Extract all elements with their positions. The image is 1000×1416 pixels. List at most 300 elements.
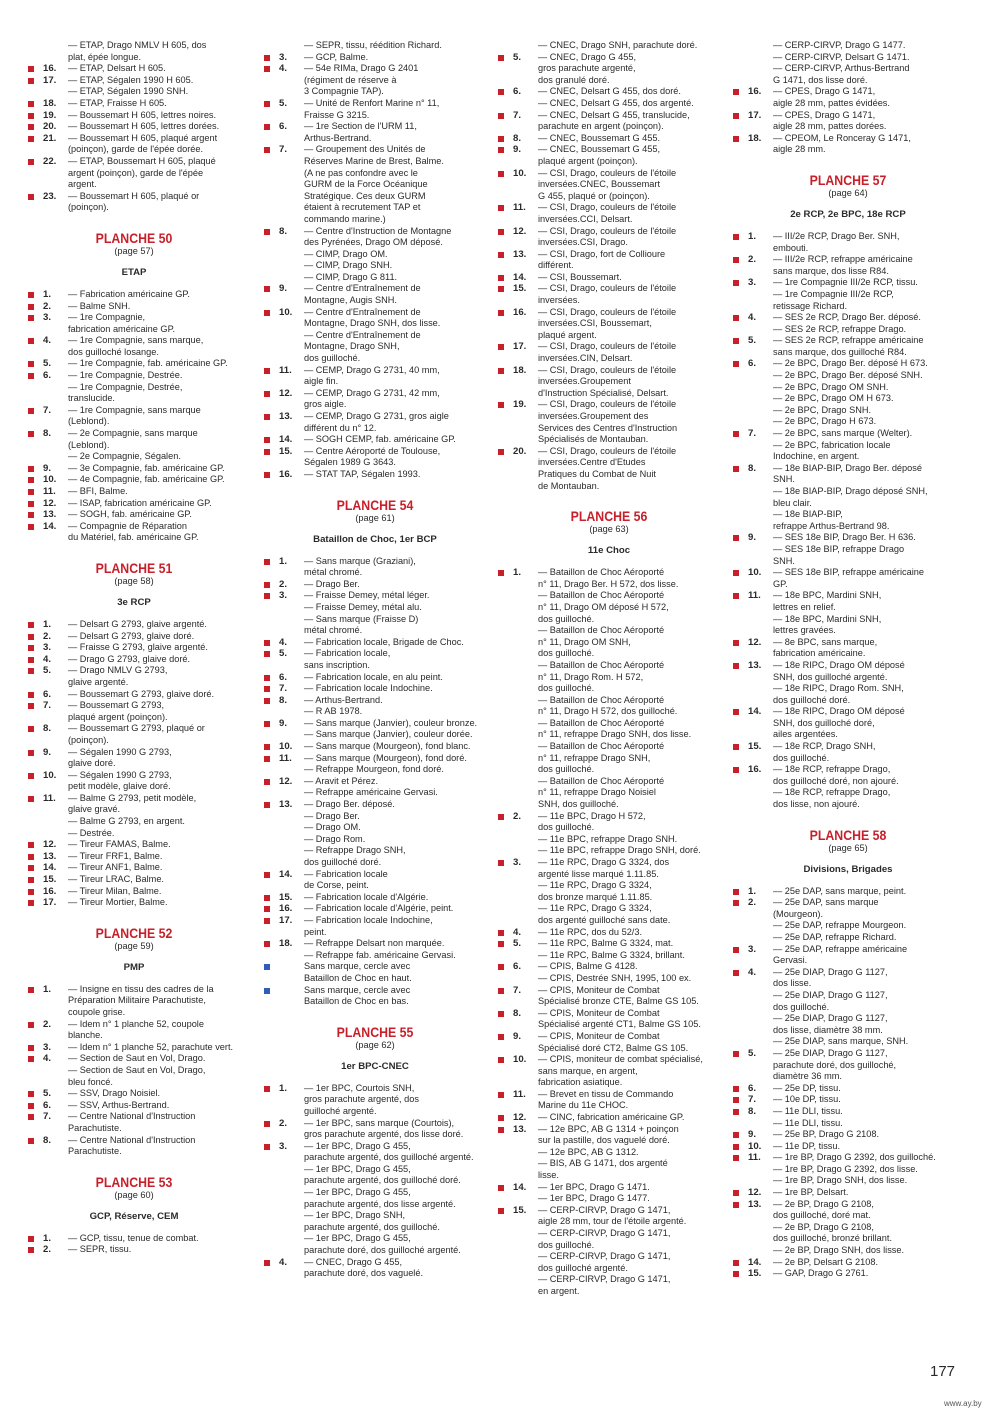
item-number: 17. xyxy=(513,341,527,353)
item-number: 12. xyxy=(43,839,57,851)
list-item xyxy=(28,723,240,746)
list-item xyxy=(28,312,240,335)
item-number: 15. xyxy=(513,283,527,295)
item-description: — Fabrication locale d'Algérie. xyxy=(304,891,429,902)
item-number: 5. xyxy=(43,358,52,370)
item-number: 10. xyxy=(513,1054,527,1066)
list-item xyxy=(264,985,486,1008)
item-description: — 1re Compagnie III/2e RCP, tissu. — 1re Compagnie III/2e RCP, retissage Richard. xyxy=(773,277,918,311)
list-item xyxy=(264,52,486,64)
list-item xyxy=(498,1182,720,1205)
list-item xyxy=(733,277,963,312)
planche-title: PLANCHE 55 xyxy=(336,1023,414,1040)
list-item xyxy=(264,695,486,718)
item-description: — CSI, Drago, couleurs de l'étoile inversées.CIN, Delsart. xyxy=(538,341,677,364)
item-number: 2. xyxy=(43,300,52,312)
item-number: 15. xyxy=(279,445,293,457)
planche-page-ref: (page 60) xyxy=(114,1189,154,1200)
item-number: 15. xyxy=(513,1204,527,1216)
list-item xyxy=(28,428,240,463)
item-description: — Drago Ber. xyxy=(304,578,360,589)
item-number: 17. xyxy=(748,109,762,121)
list-item xyxy=(264,741,486,753)
item-number: 6. xyxy=(279,671,288,683)
item-description: Sans marque, cercle avec Bataillon de Choc en bas. xyxy=(304,984,411,1007)
list-item xyxy=(733,637,963,660)
list-item xyxy=(28,700,240,723)
item-description: — CNEC, Delsart G 455, dos argenté. xyxy=(538,97,694,108)
item-description: — Idem n° 1 planche 52, coupole blanche. xyxy=(68,1018,204,1041)
list-item xyxy=(28,1019,240,1042)
list-item xyxy=(28,851,240,863)
planche-title: PLANCHE 56 xyxy=(570,508,648,525)
item-description: — Groupement des Unités de Réserves Marine de Brest, Balme. (A ne pas confondre avec le GURM de la Force Océanique Stratégique. Ces deux GURM étaient à recrutement TAP et commando marine.) xyxy=(304,144,444,224)
list-item xyxy=(264,672,486,684)
item-description: — Ségalen 1990 G 2793, glaive doré. xyxy=(68,746,172,769)
list-item xyxy=(733,660,963,706)
item-description: — Unité de Renfort Marine n° 11, Fraisse G 3215. xyxy=(304,97,440,120)
item-description: — CPES, Drago G 1471, aigle 28 mm, pattes évidées. xyxy=(773,86,890,108)
item-number: 12. xyxy=(279,387,293,399)
list-item xyxy=(264,799,486,869)
item-number: 2. xyxy=(43,630,52,642)
list-item xyxy=(498,52,720,87)
item-description: — 1er BPC, Drago G 455, parachute argenté, dos guilloché argenté. — 1er BPC, Drago G 455, parachute argenté, dos guilloché doré. — 1er BPC, Drago G 455, parachute argenté, dos lisse argenté. — 1er BPC, Drago SNH, parachute argenté, dos guilloché. — 1er BPC, Drago G 455, parachute doré, dos guilloché argenté. xyxy=(304,1140,474,1256)
list-item xyxy=(28,1233,240,1245)
list-item xyxy=(264,961,486,984)
list-item xyxy=(498,86,720,98)
item-number: 16. xyxy=(279,468,293,480)
item-number: 4. xyxy=(43,335,52,347)
item-number: 15. xyxy=(43,874,57,886)
item-description: — Centre d'Entraînement de Montagne, Drago SNH, dos lisse. — Centre d'Entraînement de Montagne, Drago SNH, dos guilloché. xyxy=(304,306,441,364)
item-description: — Centre Aéroporté de Toulouse, Ségalen 1989 G 3643. xyxy=(304,445,441,468)
item-number: 6. xyxy=(279,121,288,133)
item-description: — 10e DP, tissu. xyxy=(773,1094,841,1105)
item-number: 1. xyxy=(748,230,757,242)
item-number: 22. xyxy=(43,155,57,167)
item-description: — 11e DP, tissu. xyxy=(773,1140,841,1151)
list-item xyxy=(28,75,240,98)
item-number: 9. xyxy=(748,532,757,544)
item-description: — 2e BPC, sans marque (Welter). — 2e BPC, fabrication locale Indochine, en argent. xyxy=(773,428,913,462)
item-description: — Drago Ber. déposé. — Drago Ber. — Drago OM. — Drago Rom. — Refrappe Drago SNH, dos guilloché doré. xyxy=(304,799,406,867)
list-item xyxy=(733,1118,963,1130)
list-item xyxy=(28,498,240,510)
item-description: — Boussemart H 605, lettres noires. xyxy=(68,109,217,120)
list-item xyxy=(498,365,720,400)
item-number: 2. xyxy=(748,254,757,266)
item-description: — CNEC, Drago SNH, parachute doré. xyxy=(538,40,698,50)
item-number: 10. xyxy=(748,1140,762,1152)
list-item xyxy=(28,98,240,110)
item-number: 9. xyxy=(43,746,52,758)
item-description: — 8e BPC, sans marque, fabrication américaine. xyxy=(773,636,878,659)
list-item xyxy=(264,63,486,98)
item-description: — Fabrication locale de Corse, peint. xyxy=(304,868,388,891)
item-number: 18. xyxy=(279,938,293,950)
item-description: — Drago NMLV G 2793, glaive argenté. xyxy=(68,665,168,687)
item-number: 6. xyxy=(43,688,52,700)
item-description: — 18e RCP, refrappe Drago, dos guilloché doré, non ajouré. — 18e RCP, refrappe Drago, dos lisse, non ajouré. xyxy=(773,764,899,810)
list-item xyxy=(264,892,486,904)
item-number: 6. xyxy=(513,86,522,98)
list-item xyxy=(733,231,963,254)
item-description: — Centre d'Entraînement de Montagne, Augis SNH. xyxy=(304,283,421,306)
item-description: — 25e BP, Drago G 2108. xyxy=(773,1129,880,1140)
item-number: 12. xyxy=(748,1187,762,1199)
item-description: — 1er BPC, Courtois SNH, gros parachute argenté, dos guilloché argenté. xyxy=(304,1082,419,1116)
list-item xyxy=(264,915,486,938)
item-description: — Arthus-Bertrand. — R AB 1978. xyxy=(304,694,383,717)
list-item xyxy=(28,631,240,643)
list-item xyxy=(264,144,486,225)
bullet-square-icon xyxy=(264,988,270,994)
item-description: — 12e BPC, AB G 1314 + poinçon sur la pastille, dos vaguelé doré. — 12e BPC, AB G 1312. — BIS, AB G 1471, dos argenté lisse. xyxy=(538,1123,679,1181)
item-number: 5. xyxy=(43,665,52,677)
planche-page-ref: (page 62) xyxy=(355,1039,395,1050)
bullet-square-icon xyxy=(733,1121,739,1127)
planche-subtitle: 11e Choc xyxy=(587,545,631,557)
page-number: 177 xyxy=(930,1363,956,1380)
item-number: 8. xyxy=(513,132,522,144)
planche-title: PLANCHE 58 xyxy=(809,826,887,843)
item-description: — 18e RCP, Drago SNH, dos guilloché. xyxy=(773,741,876,763)
item-number: 7. xyxy=(43,700,52,712)
planche-title: PLANCHE 54 xyxy=(336,496,414,513)
list-item xyxy=(498,1124,720,1182)
list-item xyxy=(28,747,240,770)
item-number: 5. xyxy=(748,1047,757,1059)
list-item xyxy=(28,405,240,428)
item-number: 3. xyxy=(279,1140,288,1152)
list-item xyxy=(733,944,963,967)
item-description: — Brevet en tissu de Commando Marine du 11e CHOC. xyxy=(538,1088,674,1111)
item-description: — 25e DAP, sans marque, peint. xyxy=(773,885,907,896)
planche-title: PLANCHE 50 xyxy=(95,229,173,246)
list-item xyxy=(733,706,963,741)
list-item xyxy=(264,556,486,579)
list-item xyxy=(28,358,240,370)
item-number: 6. xyxy=(513,961,522,973)
item-description: — CERP-CIRVP, Drago G 1471, aigle 28 mm, tour de l'étoile argenté. — CERP-CIRVP, Drago G 1471, dos guilloché. — CERP-CIRVP, Drago G 1471, dos guilloché argenté. — CERP-CIRVP, Drago G 1471, en argent. xyxy=(538,1204,687,1296)
item-number: 8. xyxy=(279,225,288,237)
item-description: — 1re Compagnie, sans marque, dos guilloché losange. xyxy=(68,335,204,357)
list-item xyxy=(498,927,720,939)
list-item xyxy=(498,283,720,306)
item-number: 8. xyxy=(748,462,757,474)
item-description: — 1re Compagnie, fabrication américaine GP. xyxy=(68,312,176,334)
list-item xyxy=(733,1141,963,1153)
item-number: 16. xyxy=(43,885,57,897)
item-description: — Bataillon de Choc Aéroporté n° 11, Drago Ber. H 572, dos lisse. — Bataillon de Choc Aéroporté n° 11, Drago OM déposé H 572, dos guilloché. — Bataillon de Choc Aéroporté n° 11, Drago OM SNH, dos guilloché. — Bataillon de Choc Aéroporté n° 11, Drago Rom. H 572, dos guilloché. — Bataillon de Choc Aéroporté n° 11, Drago H 572, dos guilloché. — Bataillon de Choc Aéroporté n° 11, refrappe Drago SNH, dos lisse. — Bataillon de Choc Aéroporté n° 11, refrappe Drago SNH, dos guilloché. — Bataillon de Choc Aéroporté n° 11, refrappe Drago Noisiel SNH, dos guilloché. xyxy=(538,567,692,810)
item-description: — SSV, Drago Noisiel. xyxy=(68,1088,161,1099)
item-number: 13. xyxy=(748,1198,762,1210)
item-description: — Tireur FAMAS, Balme. xyxy=(68,839,171,850)
planche-title: PLANCHE 52 xyxy=(95,924,173,941)
item-description: — Refrappe Delsart non marquée. — Refrappe fab. américaine Gervasi. xyxy=(304,938,456,960)
list-item xyxy=(498,144,720,167)
item-number: 1. xyxy=(279,1082,288,1094)
item-number: 18. xyxy=(748,132,762,144)
list-item xyxy=(733,1268,963,1280)
item-number: 3. xyxy=(279,51,288,63)
item-number: 7. xyxy=(43,404,52,416)
item-number: 6. xyxy=(748,1082,757,1094)
item-description: — CNEC, Delsart G 455, dos doré. xyxy=(538,86,681,97)
item-number: 1. xyxy=(43,618,52,630)
site-watermark: www.ay.by xyxy=(944,1399,982,1408)
item-description: — Boussemart G 2793, glaive doré. xyxy=(68,688,215,699)
list-item xyxy=(28,509,240,521)
list-item xyxy=(28,335,240,358)
item-description: — Fabrication locale, Brigade de Choc. xyxy=(304,636,464,647)
list-item xyxy=(498,307,720,342)
item-description: — SES 18e BIP, Drago Ber. H 636. — SES 18e BIP, refrappe Drago SNH. xyxy=(773,532,916,566)
item-description: — Sans marque (Mourgeon), fond blanc. xyxy=(304,741,471,752)
item-description: — CNEC, Delsart G 455, translucide, parachute en argent (poinçon). xyxy=(538,109,690,132)
item-description: — Boussemart H 605, plaqué argent (poinçon), garde de l'épée dorée. xyxy=(68,132,218,155)
item-number: 4. xyxy=(43,653,52,665)
item-description: — Centre d'Instruction de Montagne des Pyrénées, Drago OM déposé. — CIMP, Drago OM. — CIMP, Drago SNH. — CIMP, Drago G 811. xyxy=(304,225,452,282)
list-item xyxy=(28,984,240,1019)
item-number: 9. xyxy=(279,717,288,729)
item-number: 9. xyxy=(43,462,52,474)
list-item xyxy=(498,98,720,110)
column-1 xyxy=(28,40,240,1256)
item-number: 1. xyxy=(279,555,288,567)
list-item xyxy=(28,486,240,498)
item-number: 20. xyxy=(43,121,57,133)
item-description: — Sans marque (Mourgeon), fond doré. — Refrappe Mourgeon, fond doré. xyxy=(304,752,467,775)
list-item xyxy=(498,133,720,145)
item-description: — ETAP, Delsart H 605. xyxy=(68,63,166,74)
item-description: — CPIS, Moniteur de Combat Spécialisé argenté CT1, Balme GS 105. xyxy=(538,1007,701,1030)
list-item xyxy=(264,579,486,591)
item-description: — CSI, Drago, couleurs de l'étoile inversées.Groupement d'Instruction Spécialisé, Delsart. xyxy=(538,364,677,398)
item-number: 14. xyxy=(513,271,527,283)
item-description: — SES 2e RCP, Drago Ber. déposé. — SES 2e RCP, refrappe Drago. xyxy=(773,312,921,334)
list-item xyxy=(28,689,240,701)
item-description: — Compagnie de Réparation du Matériel, fab. américaine GP. xyxy=(68,520,199,543)
bullet-square-icon xyxy=(498,43,504,49)
list-item xyxy=(498,857,720,927)
item-description: — Fabrication locale d'Algérie, peint. xyxy=(304,903,454,914)
item-number: 8. xyxy=(279,694,288,706)
planche-page-ref: (page 63) xyxy=(589,524,629,535)
item-number: 14. xyxy=(43,520,57,532)
item-number: 15. xyxy=(279,891,293,903)
planche-page-ref: (page 58) xyxy=(114,575,154,586)
item-description: — CERP-CIRVP, Drago G 1477. — CERP-CIRVP, Delsart G 1471. — CERP-CIRVP, Arthus-Bertrand G 1471, dos lisse doré. xyxy=(773,40,910,85)
item-description: — CSI, Drago, couleurs de l'étoile inversées.CCI, Delsart. xyxy=(538,202,677,224)
item-description: — Fabrication locale, en alu peint. xyxy=(304,671,443,682)
item-number: 10. xyxy=(43,769,57,781)
item-number: 4. xyxy=(279,636,288,648)
item-description: — Fabrication locale Indochine. xyxy=(304,683,433,694)
list-item xyxy=(28,1111,240,1134)
item-number: 17. xyxy=(43,74,57,86)
planche-subtitle: ETAP xyxy=(121,266,147,278)
item-description: — 1re Compagnie, sans marque (Leblond). xyxy=(68,404,201,427)
list-item xyxy=(264,469,486,481)
item-number: 18. xyxy=(43,97,57,109)
list-item xyxy=(264,411,486,434)
list-item xyxy=(733,254,963,277)
planche-subtitle: 3e RCP xyxy=(117,596,151,608)
item-description: — SES 2e RCP, refrappe américaine sans marque, dos guilloché R84. xyxy=(773,335,924,357)
list-item xyxy=(264,1118,486,1141)
item-number: 18. xyxy=(513,364,527,376)
item-number: 14. xyxy=(748,1256,762,1268)
item-description: — 2e Compagnie, sans marque (Leblond). — 2e Compagnie, Ségalen. xyxy=(68,428,198,462)
list-item xyxy=(264,637,486,649)
item-description: — 1re BP, Drago G 2392, dos guilloché. — 1re BP, Drago G 2392, dos lisse. — 1re BP, Drago SNH, dos lisse. xyxy=(773,1152,936,1186)
item-description: — ETAP, Boussemart H 605, plaqué argent (poinçon), garde de l'épée argent. xyxy=(68,155,216,190)
item-description: — Balme SNH. xyxy=(68,300,131,311)
item-description: — CEMP, Drago G 2731, gros aigle différent du n° 12. xyxy=(304,411,449,433)
list-item xyxy=(28,642,240,654)
list-item xyxy=(498,272,720,284)
list-item xyxy=(498,1205,720,1298)
item-number: 12. xyxy=(279,775,293,787)
item-number: 7. xyxy=(748,1094,757,1106)
item-number: 1. xyxy=(43,1232,52,1244)
list-item xyxy=(28,1244,240,1256)
item-number: 16. xyxy=(748,764,762,776)
item-number: 5. xyxy=(513,51,522,63)
item-number: 20. xyxy=(513,445,527,457)
item-number: 15. xyxy=(748,1268,762,1280)
item-description: — CSI, Drago, couleurs de l'étoile inversées.CSI, Drago. xyxy=(538,225,677,248)
item-description: — Centre National d'Instruction Parachutiste. xyxy=(68,1111,196,1133)
planche-page-ref: (page 64) xyxy=(828,187,868,198)
item-number: 8. xyxy=(43,723,52,735)
item-number: 3. xyxy=(748,277,757,289)
list-item xyxy=(733,133,963,156)
item-number: 11. xyxy=(279,752,292,764)
list-item xyxy=(733,1048,963,1083)
list-item xyxy=(264,98,486,121)
item-number: 13. xyxy=(279,411,293,422)
planche-page-ref: (page 59) xyxy=(114,940,154,951)
item-number: 7. xyxy=(513,984,522,996)
item-description: — Fabrication américaine GP. xyxy=(68,288,190,299)
item-number: 5. xyxy=(748,335,757,347)
item-description: — 11e DLI, tissu. xyxy=(773,1117,843,1128)
list-item xyxy=(498,226,720,249)
item-number: 8. xyxy=(513,1007,522,1019)
item-number: 12. xyxy=(513,1112,527,1124)
list-item xyxy=(733,967,963,1048)
item-number: 14. xyxy=(748,706,762,718)
list-item xyxy=(28,40,240,63)
list-item xyxy=(28,370,240,405)
item-number: 10. xyxy=(43,474,57,486)
list-item xyxy=(498,399,720,445)
item-description: — ETAP, Ségalen 1990 H 605. — ETAP, Ségalen 1990 SNH. xyxy=(68,74,194,97)
item-description: — III/2e RCP, refrappe américaine sans marque, dos lisse R84. xyxy=(773,254,913,276)
list-item xyxy=(498,1031,720,1054)
bullet-square-icon xyxy=(733,43,739,49)
item-number: 1. xyxy=(748,885,757,897)
item-description: — 1er BPC, Drago G 1471. — 1er BPC, Drago G 1477. xyxy=(538,1181,650,1204)
item-description: — Boussemart G 2793, plaqué argent (poinçon). xyxy=(68,700,168,722)
list-item xyxy=(264,718,486,741)
item-description: — 11e RPC, Balme G 3324, mat. — 11e RPC, Balme G 3324, brillant. xyxy=(538,938,685,960)
list-item xyxy=(28,793,240,839)
item-number: 1. xyxy=(513,567,522,579)
item-number: 7. xyxy=(513,109,522,121)
item-number: 21. xyxy=(43,132,57,144)
item-number: 17. xyxy=(279,914,293,926)
bullet-square-icon xyxy=(264,43,270,49)
item-number: 5. xyxy=(279,97,288,109)
list-item xyxy=(264,365,486,388)
item-description: — CNEC, Boussemart G 455, plaqué argent (poinçon). xyxy=(538,144,661,166)
item-description: — CEMP, Drago G 2731, 42 mm, gros aigle. xyxy=(304,387,440,410)
item-number: 7. xyxy=(279,683,288,695)
item-number: 11. xyxy=(513,1088,526,1100)
item-description: — 18e BIAP-BIP, Drago Ber. déposé SNH. — 18e BIAP-BIP, Drago déposé SNH, bleu clair. — 18e BIAP-BIP, refrappe Arthus-Bertrand 98. xyxy=(773,462,928,531)
item-description: — 18e RIPC, Drago OM déposé SNH, dos guilloché doré, ailes argentées. xyxy=(773,706,905,740)
item-number: 5. xyxy=(513,938,522,950)
list-item xyxy=(28,665,240,688)
item-number: 14. xyxy=(279,434,293,446)
item-description: — Centre National d'Instruction Parachutiste. xyxy=(68,1134,196,1157)
item-number: 23. xyxy=(43,190,57,202)
item-number: 3. xyxy=(513,857,522,868)
item-description: — 25e DAP, refrappe américaine Gervasi. xyxy=(773,943,908,966)
item-description: — 25e DIAP, Drago G 1127, dos lisse. — 25e DIAP, Drago G 1127, dos guilloché. — 25e DIAP, Drago G 1127, dos lisse, diamètre 38 mm. — 25e DIAP, sans marque, SNH. xyxy=(773,966,909,1047)
column-4 xyxy=(733,40,963,1280)
item-description: — CNEC, Drago G 455, gros parachute argenté, dos granulé doré. xyxy=(538,51,637,85)
list-item xyxy=(28,301,240,313)
list-item xyxy=(28,521,240,544)
list-item xyxy=(28,839,240,851)
item-number: 3. xyxy=(43,642,52,654)
item-description: — 18e BPC, Mardini SNH, lettres en relief. — 18e BPC, Mardini SNH, lettres gravées. xyxy=(773,590,882,636)
list-item xyxy=(264,307,486,365)
list-item xyxy=(733,764,963,810)
item-number: 3. xyxy=(43,312,52,324)
bullet-square-icon xyxy=(28,43,34,49)
column-3 xyxy=(498,40,720,1298)
item-number: 11. xyxy=(748,590,761,602)
planche-page-ref: (page 61) xyxy=(355,512,395,523)
item-number: 9. xyxy=(748,1129,757,1141)
list-item xyxy=(498,341,720,364)
item-description: — CPIS, Moniteur de Combat Spécialisé doré CT2, Balme GS 105. xyxy=(538,1030,689,1053)
list-item xyxy=(28,156,240,191)
item-number: 10. xyxy=(513,167,527,179)
item-description: — CPIS, Balme G 4128. — CPIS, Destrée SNH, 1995, 100 ex. xyxy=(538,961,692,983)
item-description: — Idem n° 1 planche 52, parachute vert. xyxy=(68,1041,234,1052)
item-number: 10. xyxy=(748,567,762,579)
list-item xyxy=(498,446,720,492)
item-number: 9. xyxy=(513,144,522,156)
planche-subtitle: 1er BPC-CNEC xyxy=(341,1060,409,1072)
item-number: 15. xyxy=(748,741,762,753)
list-item xyxy=(28,619,240,631)
item-description: — 11e DLI, tissu. xyxy=(773,1105,843,1116)
list-item xyxy=(733,335,963,358)
item-description: — Sans marque (Graziani), métal chromé. xyxy=(304,555,416,578)
item-description: — 1re BP, Delsart. xyxy=(773,1187,849,1198)
item-number: 9. xyxy=(513,1030,522,1042)
list-item xyxy=(733,1152,963,1187)
item-description: — SSV, Arthus-Bertrand. xyxy=(68,1099,170,1110)
